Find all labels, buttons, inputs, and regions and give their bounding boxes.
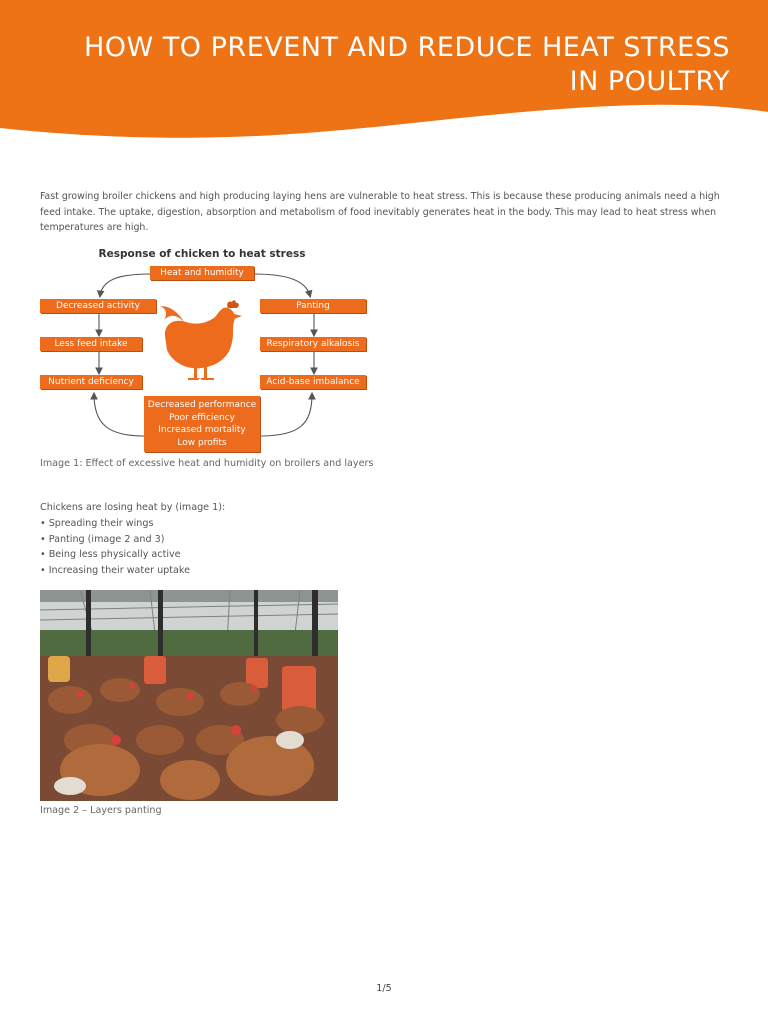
box-panting: Panting [260,299,366,313]
box-nutrient-deficiency: Nutrient deficiency [40,375,142,389]
page-number: 1/5 [376,983,392,994]
heat-loss-intro: Chickens are losing heat by (image 1): [40,502,226,513]
box-decreased-activity: Decreased activity [40,299,156,313]
page-title-line-1: HOW TO PREVENT AND REDUCE HEAT STRESS [83,32,730,63]
outcome-line: Decreased performance [147,400,257,410]
page-title-line-2: IN POULTRY [569,66,730,97]
image-1-caption: Image 1: Effect of excessive heat and humidity on broilers and layers [40,458,374,469]
box-less-feed-intake: Less feed intake [40,337,142,351]
photo-illustration [40,590,338,801]
outcome-line: Increased mortality [158,425,246,435]
outcome-line: Poor efficiency [169,412,235,423]
outcome-line: Low profits [177,437,227,448]
image-2-caption: Image 2 – Layers panting [40,805,162,816]
list-item: • Increasing their water uptake [40,563,225,579]
box-respiratory-alkalosis: Respiratory alkalosis [260,337,366,351]
heat-stress-diagram [38,244,366,448]
chicken-icon [160,300,242,380]
publish-date: 10-07-2020 [642,123,730,141]
box-heat-and-humidity: Heat and humidity [150,266,254,280]
list-item: • Panting (image 2 and 3) [40,532,225,548]
box-outcomes [144,396,260,452]
layers-panting-photo [40,590,338,801]
diagram-title: Response of chicken to heat stress [98,248,306,260]
heat-loss-list [40,516,225,579]
intro-paragraph: Fast growing broiler chickens and high producing laying hens are vulnerable to heat stress. This is because these producing animals need a high feed intake. The uptake, digestion, absorption and metabolism of food inevitably generates heat in the body. This may lead to heat stress when temperatures are high. [40,191,720,233]
list-item: • Spreading their wings [40,516,225,532]
list-item: • Being less physically active [40,547,225,563]
header-banner [0,0,768,175]
box-acid-base-imbalance: Acid-base imbalance [260,375,366,389]
heat-loss-section [40,500,225,579]
